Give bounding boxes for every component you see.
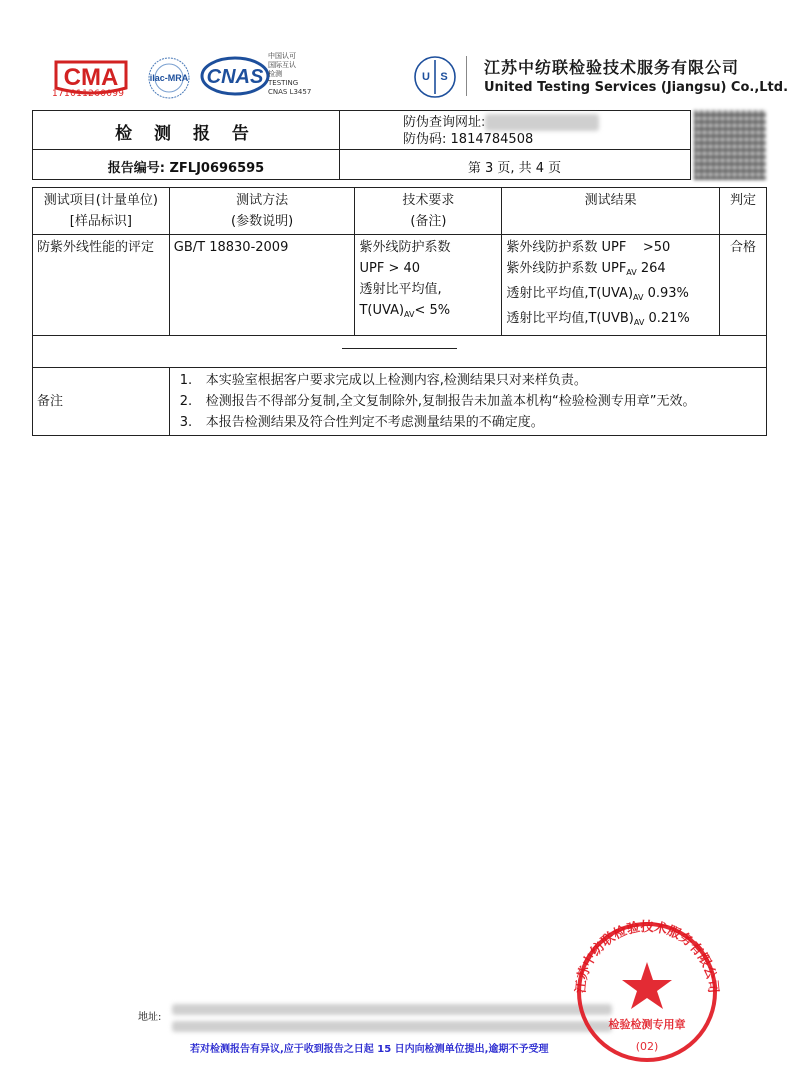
page-info: 第 3 页, 共 4 页 (467, 161, 562, 176)
notes-content (169, 368, 766, 436)
report-number: 报告编号: ZFLJ0696595 (107, 161, 265, 176)
verify-url-label: 防伪查询网址: (403, 115, 486, 130)
cnas-logo (200, 55, 270, 97)
note-item: 3. 本报告检测结果及符合性判定不考虑测量结果的不确定度。 (179, 415, 544, 430)
svg-text:检验检测专用章: 检验检测专用章 (608, 1018, 686, 1031)
report-title-block (32, 110, 691, 180)
report-title: 检 测 报 告 (115, 124, 257, 144)
company-name-cn: 江苏中纺联检验技术服务有限公司 (484, 58, 740, 77)
title-divider (33, 149, 690, 150)
test-results-table (32, 187, 767, 436)
official-seal-stamp (562, 912, 732, 1062)
table-header-row (33, 188, 767, 235)
end-of-table-line (33, 336, 767, 368)
notes-row (33, 368, 767, 436)
table-end-row (33, 336, 767, 368)
cell-test-item: 防紫外线性能的评定 (33, 235, 170, 336)
header-requirement: 技术要求 (备注) (355, 188, 502, 235)
ilac-mra-logo (143, 56, 195, 100)
svg-text:江苏中纺联检验技术服务有限公司: 江苏中纺联检验技术服务有限公司 (573, 919, 721, 994)
svg-text:S: S (440, 71, 448, 83)
header-test-method: 测试方法 (参数说明) (169, 188, 355, 235)
logo-divider (466, 56, 467, 96)
cma-number: 171011260099 (52, 89, 125, 99)
header-test-item: 测试项目(计量单位) [样品标识] (33, 188, 170, 235)
svg-text:CNAS: CNAS (206, 66, 264, 88)
verify-code-label: 防伪码: (403, 132, 447, 147)
note-item: 2. 检测报告不得部分复制,全文复制除外,复制报告未加盖本机构“检验检测专用章”无效。 (179, 394, 696, 409)
contact-blurred-line (172, 1021, 612, 1032)
uts-company-logo (413, 54, 457, 100)
svg-text:U: U (422, 71, 430, 83)
header-judgement: 判定 (720, 188, 767, 235)
qr-code (694, 110, 766, 180)
svg-text:ilac-MRA: ilac-MRA (149, 73, 189, 83)
address-blurred-line (172, 1004, 612, 1015)
cell-test-method: GB/T 18830-2009 (169, 235, 355, 336)
verify-url-value (485, 114, 599, 131)
anti-counterfeit-info (403, 114, 599, 148)
svg-text:(02): (02) (635, 1040, 659, 1053)
verify-code-value: 1814784508 (450, 132, 534, 147)
objection-note: 若对检测报告有异议,应于收到报告之日起 15 日内向检测单位提出,逾期不予受理 (190, 1044, 549, 1055)
address-label: 地址: (138, 1012, 162, 1023)
svg-text:CMA: CMA (63, 64, 119, 91)
cell-test-result: 紫外线防护系数 UPF >50 紫外线防护系数 $UPF_{AV}$ 264 透射比平均值$,T(UVA)_{AV}$ 0.93% 透射比平均值$,T(UVB)_{AV}$ 0.21% (502, 235, 720, 336)
cnas-accreditation-text: 中国认可 国际互认 检测 TESTING CNAS L3457 (268, 52, 312, 96)
notes-label: 备注 (33, 368, 170, 436)
table-row (33, 235, 767, 336)
note-item: 1. 本实验室根据客户要求完成以上检测内容,检测结果只对来样负责。 (179, 373, 587, 388)
header-test-result: 测试结果 (502, 188, 720, 235)
cell-requirement: 紫外线防护系数 UPF > 40 透射比平均值, $T(UVA)_{AV}< 5\%$ (355, 235, 502, 336)
company-name-en: United Testing Services (Jiangsu) Co.,Ltd. (484, 80, 789, 95)
cell-judgement: 合格 (720, 235, 767, 336)
